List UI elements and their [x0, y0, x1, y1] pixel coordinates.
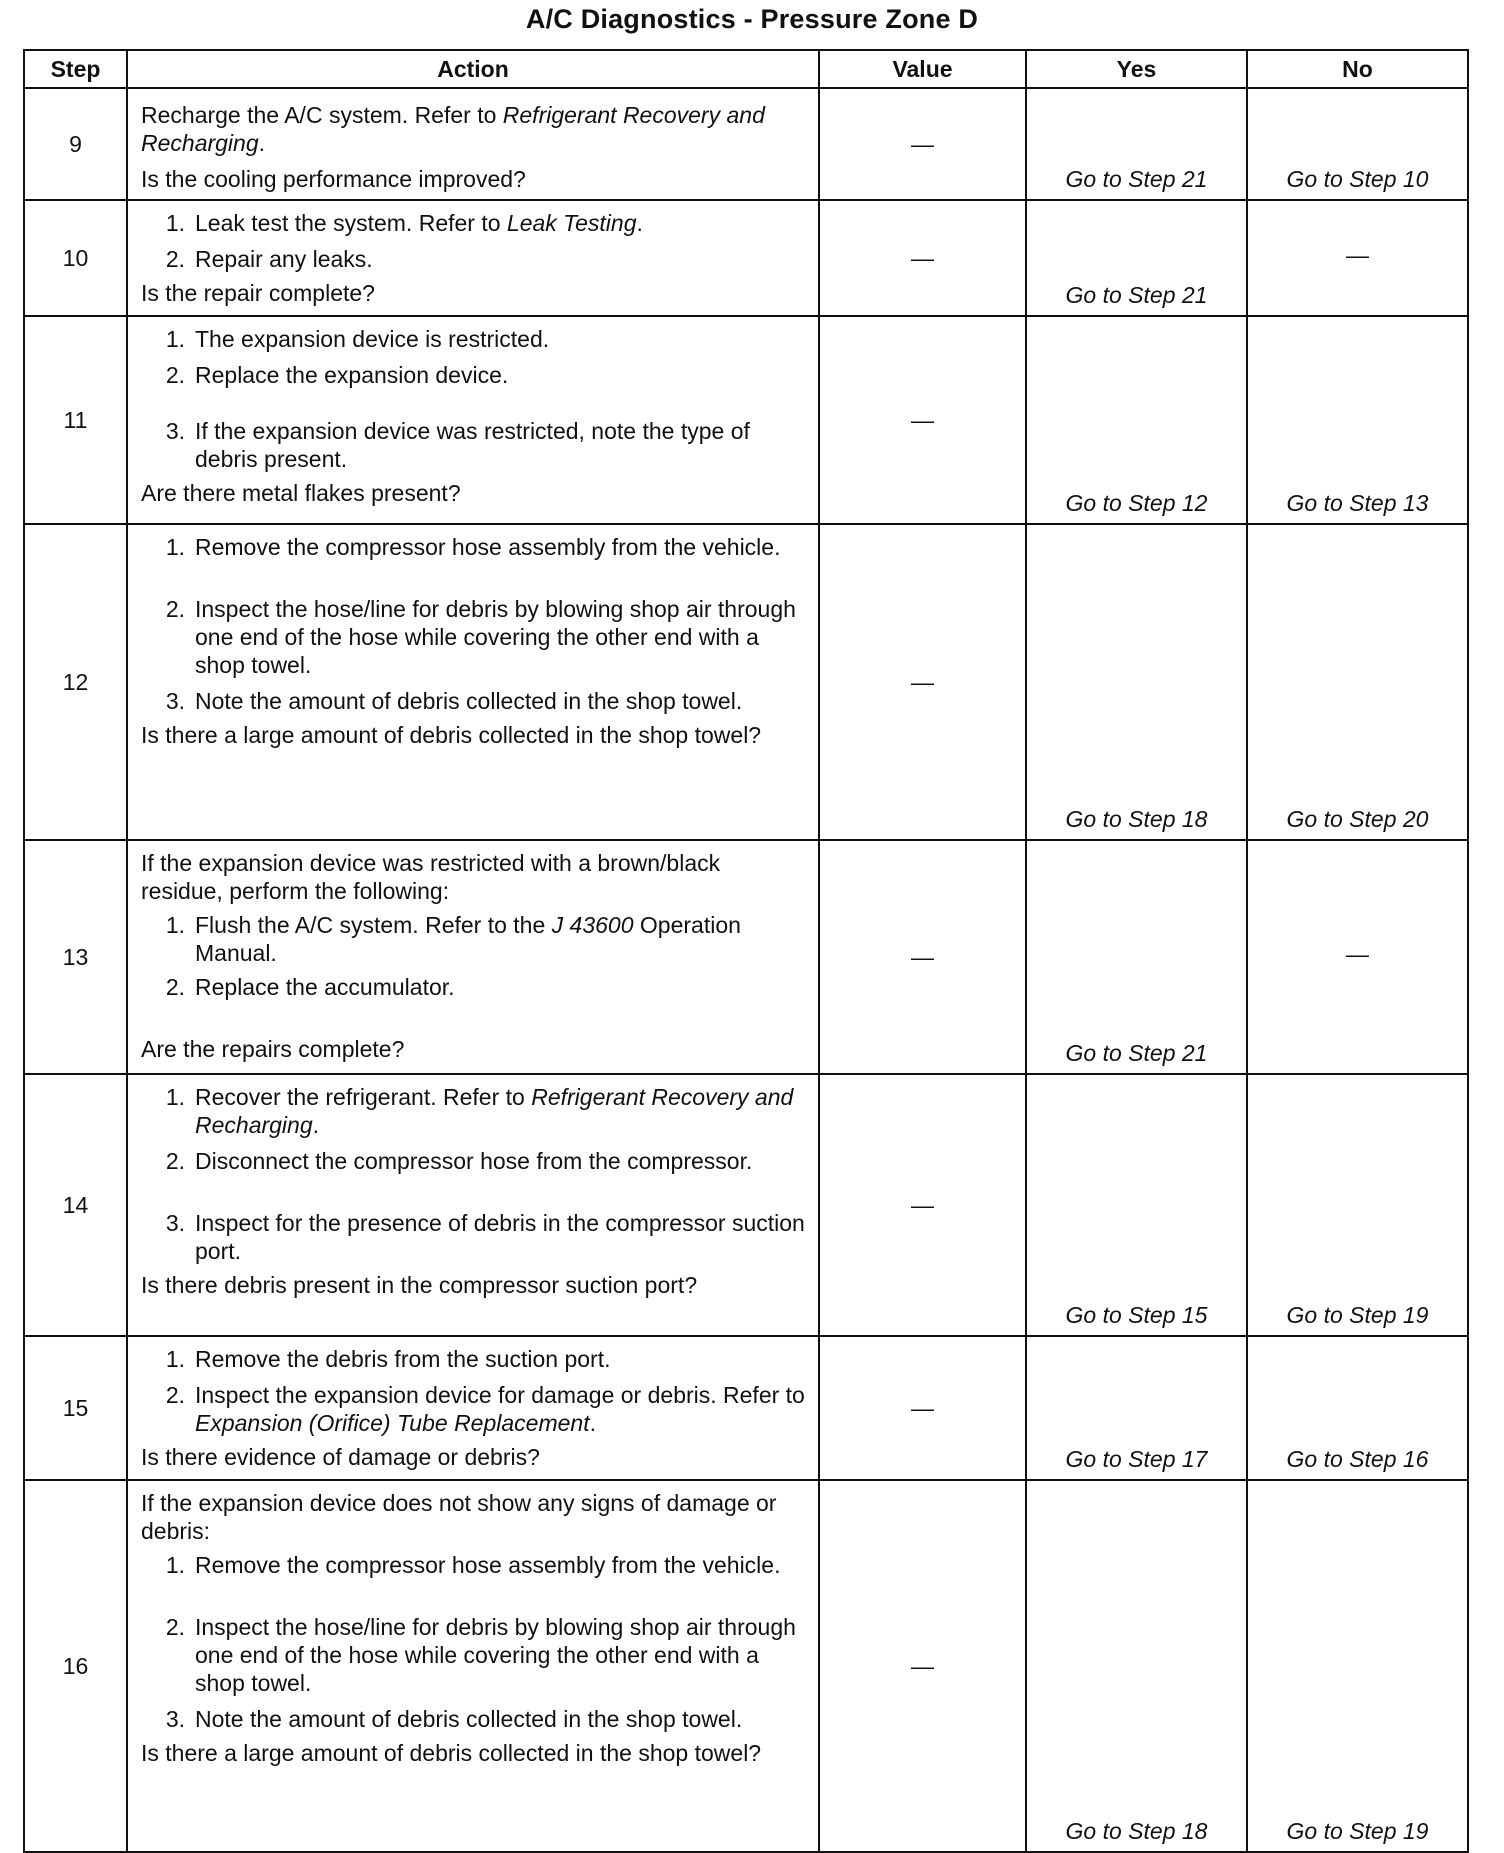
step-number: 15	[24, 1336, 127, 1480]
action-cell	[127, 316, 819, 524]
diagnostic-table	[23, 49, 1469, 1853]
header-action: Action	[127, 50, 819, 88]
no-result: —	[1247, 840, 1468, 1074]
question-text: Is there a large amount of debris collected in the shop towel?	[141, 722, 762, 748]
action-cell	[127, 1480, 819, 1852]
no-result: Go to Step 13	[1247, 316, 1468, 524]
action-cell	[127, 840, 819, 1074]
step-number: 13	[24, 840, 127, 1074]
action-text: Inspect the hose/line for debris by blowing shop air through one end of the hose while covering the other end with a shop towel.	[195, 596, 796, 678]
reference-link: Refrigerant Recovery and Recharging	[195, 1084, 794, 1138]
step-number: 12	[24, 524, 127, 840]
item-number: 2.	[165, 1614, 185, 1640]
yes-result: Go to Step 21	[1026, 88, 1247, 200]
no-result: Go to Step 19	[1247, 1074, 1468, 1336]
item-number: 1.	[165, 1346, 185, 1372]
yes-result: Go to Step 17	[1026, 1336, 1247, 1480]
action-text: Operation Manual.	[195, 912, 741, 966]
action-text: .	[589, 1410, 596, 1436]
action-text: Inspect the hose/line for debris by blowing shop air through one end of the hose while covering the other end with a shop towel.	[195, 1614, 796, 1696]
item-number: 3.	[165, 418, 185, 444]
question-text: Is there evidence of damage or debris?	[141, 1444, 540, 1470]
item-number: 2.	[165, 362, 185, 388]
step-number: 10	[24, 200, 127, 316]
item-number: 3.	[165, 1706, 185, 1732]
action-cell	[127, 524, 819, 840]
action-text: Replace the accumulator.	[195, 974, 455, 1000]
question-text: Are the repairs complete?	[141, 1036, 405, 1062]
value-cell: —	[819, 524, 1026, 840]
intro-text: If the expansion device does not show any signs of damage or debris:	[141, 1490, 777, 1544]
yes-result: Go to Step 21	[1026, 840, 1247, 1074]
question-text: Is there debris present in the compressor suction port?	[141, 1272, 698, 1298]
value-cell: —	[819, 316, 1026, 524]
table-row	[24, 840, 1468, 1074]
action-text: Remove the compressor hose assembly from the vehicle.	[195, 1552, 781, 1578]
item-number: 1.	[165, 1552, 185, 1578]
value-cell: —	[819, 200, 1026, 316]
no-result: Go to Step 20	[1247, 524, 1468, 840]
action-text: Flush the A/C system. Refer to the	[195, 912, 552, 938]
item-number: 1.	[165, 912, 185, 938]
action-text: Inspect the expansion device for damage or debris. Refer to	[195, 1382, 805, 1408]
yes-result: Go to Step 12	[1026, 316, 1247, 524]
action-cell	[127, 1336, 819, 1480]
item-number: 2.	[165, 1148, 185, 1174]
step-number: 16	[24, 1480, 127, 1852]
question-text: Are there metal flakes present?	[141, 480, 461, 506]
yes-result: Go to Step 15	[1026, 1074, 1247, 1336]
header-step: Step	[24, 50, 127, 88]
action-text: Leak test the system. Refer to	[195, 210, 507, 236]
header-no: No	[1247, 50, 1468, 88]
header-value: Value	[819, 50, 1026, 88]
action-text: Remove the debris from the suction port.	[195, 1346, 611, 1372]
no-result: Go to Step 16	[1247, 1336, 1468, 1480]
header-row	[24, 50, 1468, 88]
action-text: Recover the refrigerant. Refer to	[195, 1084, 532, 1110]
no-result: —	[1247, 200, 1468, 316]
action-cell	[127, 88, 819, 200]
action-text: If the expansion device was restricted, note the type of debris present.	[195, 418, 750, 472]
action-text: .	[312, 1112, 320, 1138]
page-title: A/C Diagnostics - Pressure Zone D	[525, 4, 979, 34]
step-number: 11	[24, 316, 127, 524]
value-cell: —	[819, 1480, 1026, 1852]
value-cell: —	[819, 840, 1026, 1074]
question-text: Is the cooling performance improved?	[141, 166, 526, 192]
item-number: 2.	[165, 1382, 185, 1408]
value-cell: —	[819, 88, 1026, 200]
action-text: Remove the compressor hose assembly from the vehicle.	[195, 534, 781, 560]
question-text: Is the repair complete?	[141, 280, 375, 306]
item-number: 1.	[165, 534, 185, 560]
item-number: 2.	[165, 596, 185, 622]
action-text: Inspect for the presence of debris in the compressor suction port.	[195, 1210, 805, 1264]
table-row	[24, 1480, 1468, 1852]
header-yes: Yes	[1026, 50, 1247, 88]
question-text: Is there a large amount of debris collected in the shop towel?	[141, 1740, 762, 1766]
intro-text: If the expansion device was restricted with a brown/black residue, perform the following:	[141, 850, 721, 904]
action-text: .	[636, 210, 643, 236]
action-text: Repair any leaks.	[195, 246, 373, 272]
action-text: Note the amount of debris collected in the shop towel.	[195, 1706, 743, 1732]
value-cell: —	[819, 1074, 1026, 1336]
item-number: 1.	[165, 210, 185, 236]
item-number: 2.	[165, 246, 185, 272]
action-cell	[127, 200, 819, 316]
table-row	[24, 1336, 1468, 1480]
reference-link: J 43600	[551, 912, 634, 938]
value-cell: —	[819, 1336, 1026, 1480]
action-cell	[127, 1074, 819, 1336]
reference-link: Expansion (Orifice) Tube Replacement	[195, 1410, 590, 1436]
table-row	[24, 200, 1468, 316]
reference-link: Refrigerant Recovery and Recharging	[141, 102, 765, 156]
table-row	[24, 88, 1468, 200]
action-text: .	[258, 130, 266, 156]
step-number: 9	[24, 88, 127, 200]
no-result: Go to Step 10	[1247, 88, 1468, 200]
table-row	[24, 316, 1468, 524]
yes-result: Go to Step 21	[1026, 200, 1247, 316]
action-text: The expansion device is restricted.	[195, 326, 550, 352]
item-number: 1.	[165, 1084, 185, 1110]
step-number: 14	[24, 1074, 127, 1336]
action-text: Recharge the A/C system. Refer to	[141, 102, 503, 128]
item-number: 3.	[165, 1210, 185, 1236]
yes-result: Go to Step 18	[1026, 524, 1247, 840]
action-text: Disconnect the compressor hose from the compressor.	[195, 1148, 753, 1174]
item-number: 2.	[165, 974, 185, 1000]
yes-result: Go to Step 18	[1026, 1480, 1247, 1852]
table-row	[24, 1074, 1468, 1336]
action-text: Replace the expansion device.	[195, 362, 509, 388]
item-number: 1.	[165, 326, 185, 352]
table-row	[24, 524, 1468, 840]
action-text: Note the amount of debris collected in the shop towel.	[195, 688, 743, 714]
no-result: Go to Step 19	[1247, 1480, 1468, 1852]
reference-link: Leak Testing	[506, 210, 637, 236]
item-number: 3.	[165, 688, 185, 714]
